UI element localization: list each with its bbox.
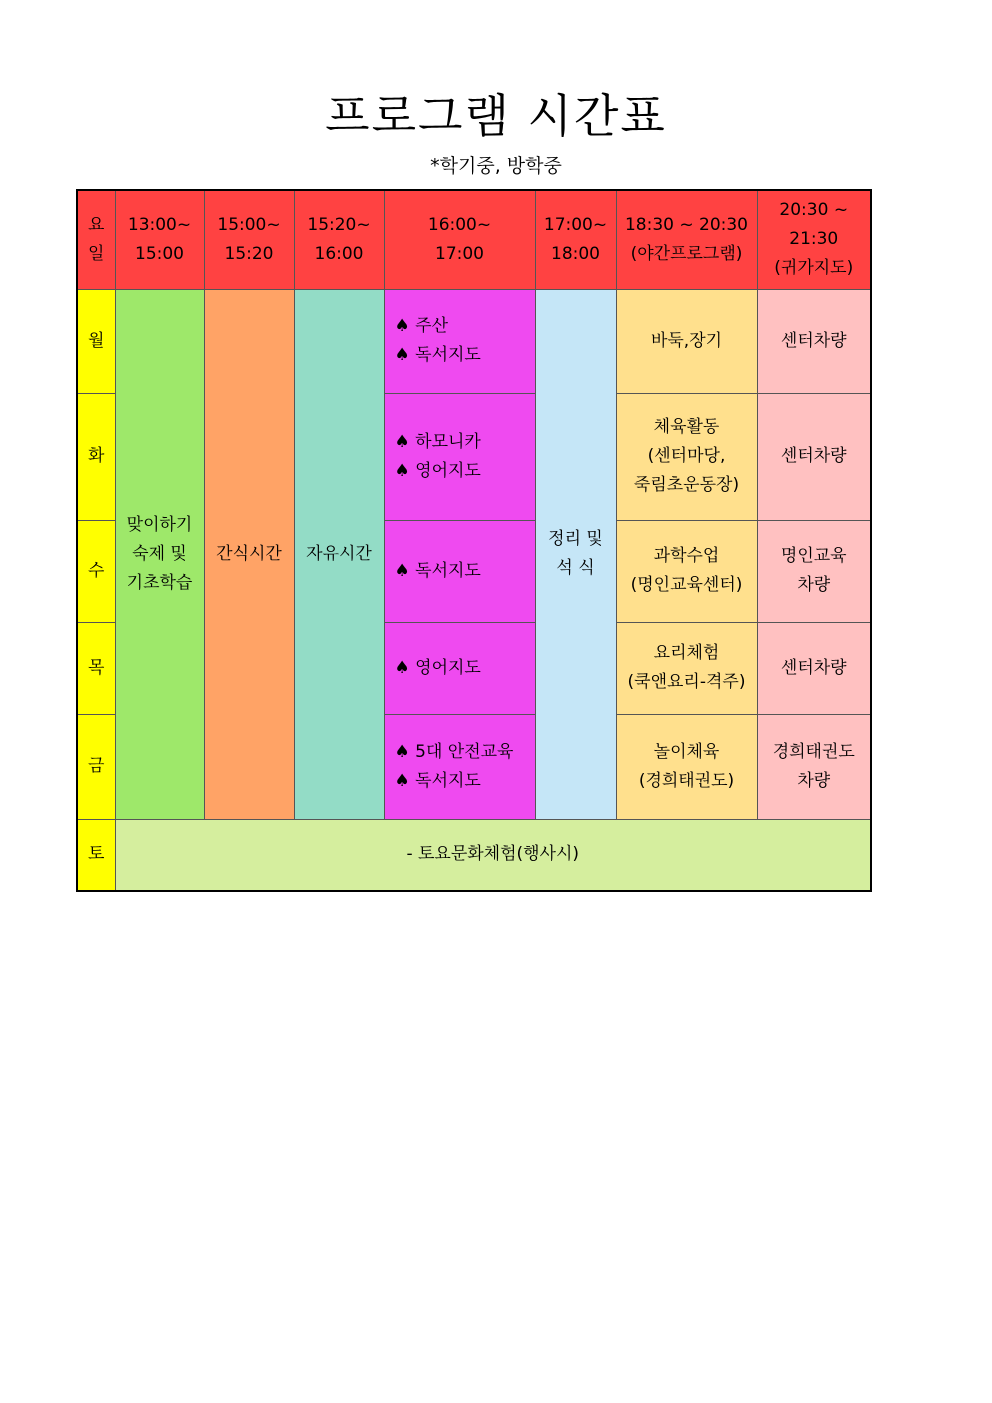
page-subtitle: *학기중, 방학중 <box>430 155 562 177</box>
page-title: 프로그램 시간표 <box>325 89 667 143</box>
program-item: ♠ 독서지도 <box>394 560 481 581</box>
program-item: ♠ 독서지도 <box>394 770 481 791</box>
header-time-4: 16:00~ 17:00 <box>384 190 535 289</box>
evening-cell-tue: 체육활동 (센터마당, 죽림초운동장) <box>616 393 757 520</box>
day-label-wed: 수 <box>77 520 115 622</box>
header-time-7: 20:30 ~ 21:30 (귀가지도) <box>757 190 871 289</box>
program-item: ♠ 하모니카 <box>394 431 481 452</box>
program-cell-fri <box>384 714 535 819</box>
evening-cell-wed: 과학수업 (명인교육센터) <box>616 520 757 622</box>
evening-cell-mon: 바둑,장기 <box>616 289 757 393</box>
row-sat <box>77 819 871 891</box>
header-time-2: 15:00~ 15:20 <box>204 190 294 289</box>
header-time-1: 13:00~ 15:00 <box>115 190 204 289</box>
ride-cell-mon: 센터차량 <box>757 289 871 393</box>
ride-cell-fri: 경희태권도 차량 <box>757 714 871 819</box>
program-item: ♠ 영어지도 <box>394 460 481 481</box>
day-label-mon: 월 <box>77 289 115 393</box>
program-item: ♠ 5대 안전교육 <box>394 741 514 762</box>
saturday-cell: - 토요문화체험(행사시) <box>115 819 871 891</box>
evening-cell-fri: 놀이체육 (경희태권도) <box>616 714 757 819</box>
header-time-3: 15:20~ 16:00 <box>294 190 384 289</box>
program-cell-wed <box>384 520 535 622</box>
program-cell-thu <box>384 622 535 714</box>
ride-cell-wed: 명인교육 차량 <box>757 520 871 622</box>
day-label-fri: 금 <box>77 714 115 819</box>
program-cell-tue <box>384 393 535 520</box>
evening-cell-thu: 요리체험 (쿡앤요리-격주) <box>616 622 757 714</box>
schedule-table <box>76 189 872 892</box>
program-cell-mon <box>384 289 535 393</box>
program-item: ♠ 독서지도 <box>394 345 481 365</box>
homework-cell: 맞이하기 숙제 및 기초학습 <box>115 289 204 819</box>
header-row <box>77 190 871 289</box>
day-label-sat: 토 <box>77 819 115 891</box>
day-label-thu: 목 <box>77 622 115 714</box>
header-day: 요 일 <box>77 190 115 289</box>
cleanup-cell: 정리 및 석 식 <box>535 289 616 819</box>
header-time-5: 17:00~ 18:00 <box>535 190 616 289</box>
day-label-tue: 화 <box>77 393 115 520</box>
row-mon <box>77 289 871 393</box>
program-item: ♠ 영어지도 <box>394 657 481 678</box>
ride-cell-tue: 센터차량 <box>757 393 871 520</box>
snack-cell: 간식시간 <box>204 289 294 819</box>
free-time-cell: 자유시간 <box>294 289 384 819</box>
program-item: ♠ 주산 <box>394 316 448 336</box>
header-time-6: 18:30 ~ 20:30 (야간프로그램) <box>616 190 757 289</box>
ride-cell-thu: 센터차량 <box>757 622 871 714</box>
